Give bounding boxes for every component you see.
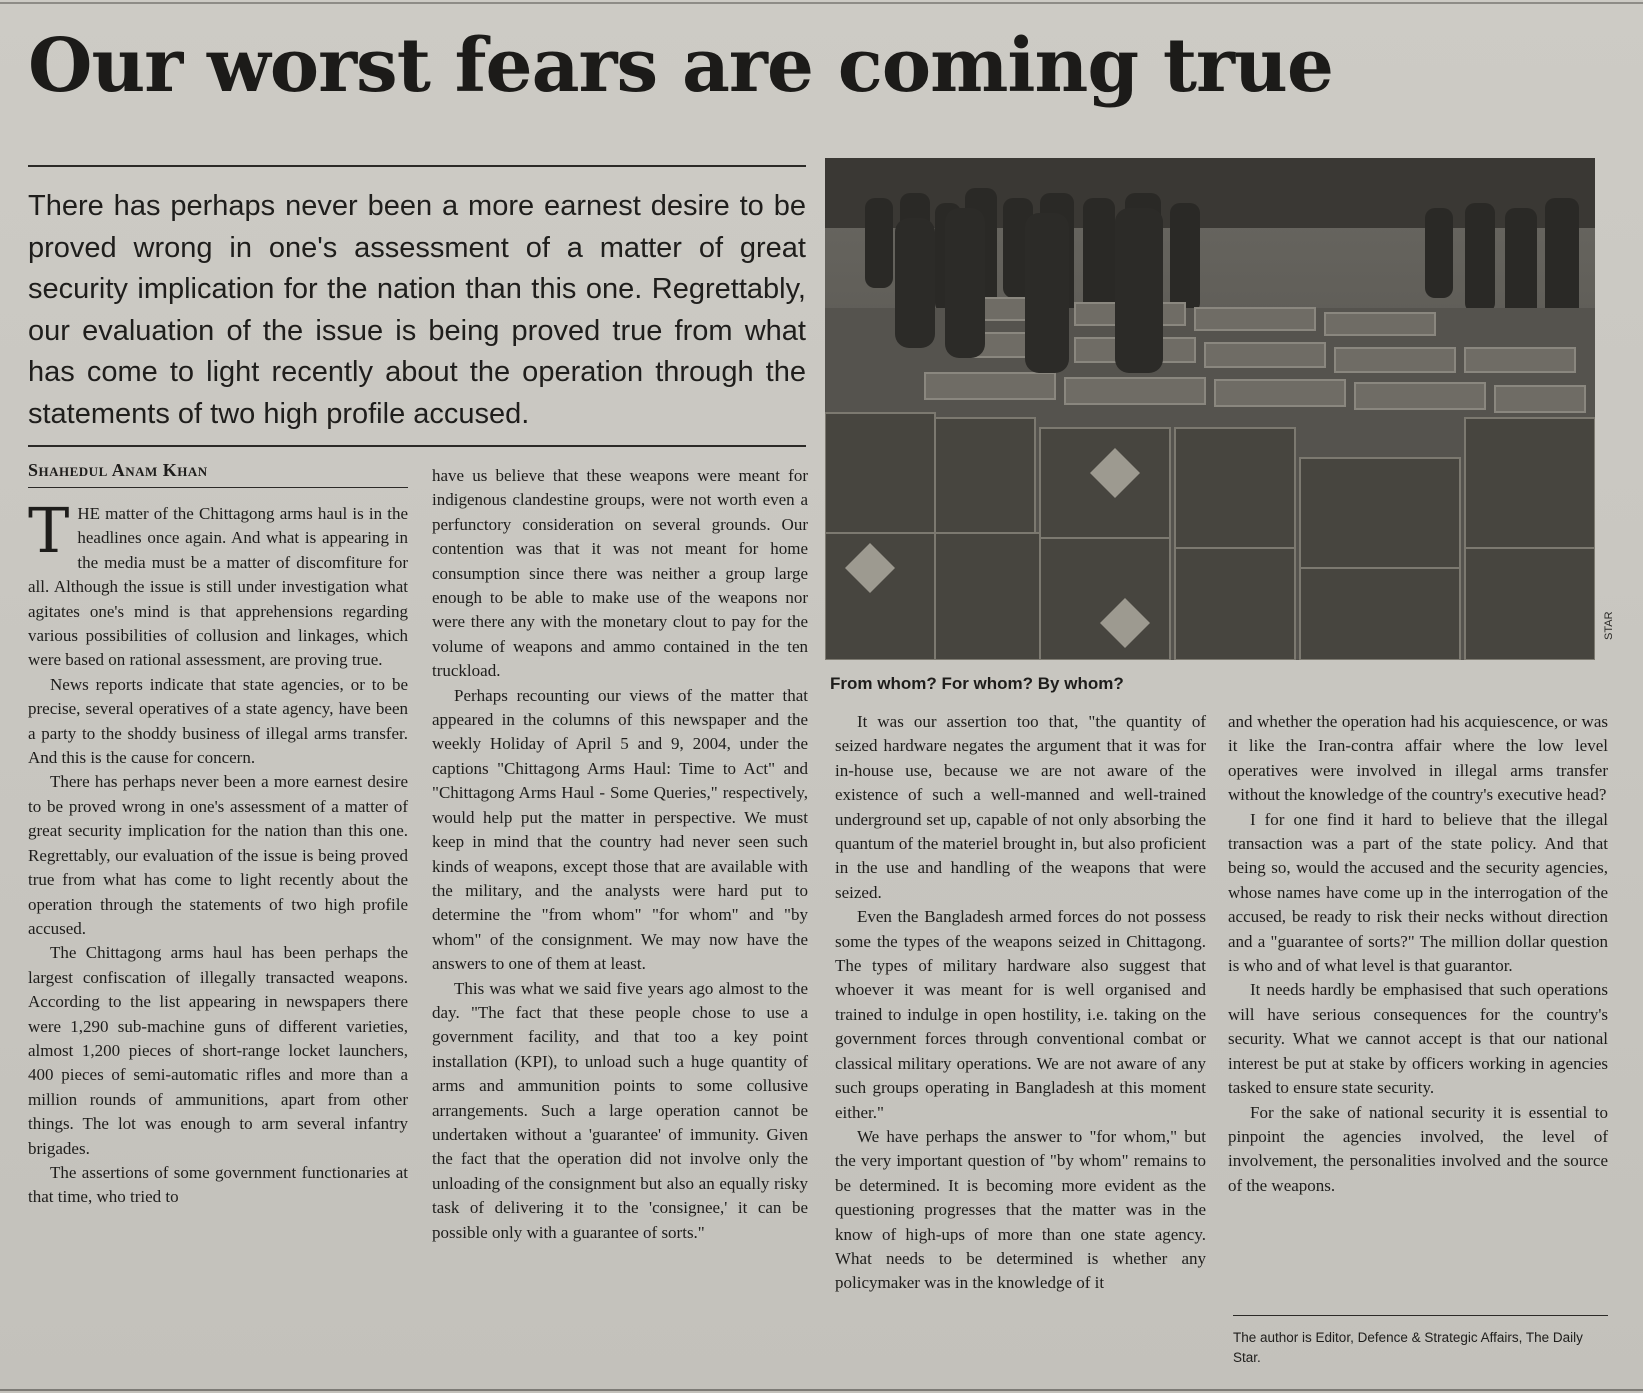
col3-paragraph-3: We have perhaps the answer to "for whom," but the very important question of "by whom" remains to be determined. It is becoming more evident as the questioning progresses that the matter was in the know of high-ups of more than one state agency. What needs to be determined is whether any policymaker was in the knowledge of it: [835, 1126, 1206, 1293]
col3-paragraph-1: It was our assertion too that, "the quantity of seized hardware negates the argument that it was for in-house use, because we are not aware of the existence of such a well-manned and well-trained underground set up, capable of not only absorbing the quantum of the materiel brought in, but also proficient in the use and handling of the weapons that were seized.: [835, 712, 1206, 902]
col1-paragraph-2: News reports indicate that state agencies, or to be precise, several operatives of a state agency, have been a party to the shoddy business of illegal arms transfer. And this is the cause for concern.: [28, 674, 408, 768]
column-3: [835, 710, 1206, 1296]
column-4: [1228, 710, 1608, 1198]
column-2: [432, 464, 808, 1245]
dropcap: T: [28, 494, 70, 567]
byline-rule: [28, 487, 408, 488]
col2-paragraph-2: Perhaps recounting our views of the matter that appeared in the columns of this newspaper and the weekly Holiday of April 5 and 9, 2004, under the captions "Chittagong Arms Haul: Time to Act" and "Chittagong Arms Haul - Some Queries," respectively, would help put the matter in perspective. We must keep in mind that the country had never seen such kinds of weapons, except those that are available with the military, and the analysts were hard put to determine the "from whom" "for whom" and "by whom" of the consignment. We may now have the answers to one of them at least.: [432, 685, 808, 974]
headline: Our worst fears are coming true: [28, 23, 1333, 109]
photo-weapons-crates-icon: [825, 158, 1595, 660]
col2-paragraph-3: This was what we said five years ago almost to the day. "The fact that these people chose to use a government facility, and that too a key point installation (KPI), to unload such a huge quantity of arms and ammunition points to some collusive arrangements. Such a large operation cannot be undertaken without a 'guarantee' of immunity. Given the fact that the operation did not involve only the unloading of the consignment but also an equally risky task of delivering it to the 'consignee,' it can be possible only with a guarantee of sorts.": [432, 978, 808, 1242]
col4-paragraph-1: and whether the operation had his acquiescence, or was it like the Iran-contra affair where the low level operatives were involved in illegal arms transfer without the knowledge of the country's executive head?: [1228, 712, 1608, 805]
column-1: [28, 494, 408, 1210]
author-note-rule: [1233, 1315, 1608, 1316]
col1-paragraph-4: The Chittagong arms haul has been perhaps the largest confiscation of illegally transacted weapons. According to the list appearing in newspapers there were 1,290 sub-machine guns of different varieties, almost 1,200 pieces of short-range locket launchers, 400 pieces of semi-automatic rifles and more than a million rounds of ammunitions, apart from other things. The lot was enough to arm several infantry brigades.: [28, 943, 408, 1158]
intro-bottom-rule: [28, 445, 806, 447]
col4-paragraph-3: It needs hardly be emphasised that such operations will have serious consequences for the country's security. What we cannot accept is that our national interest be put at stake by officers working in agencies tasked to ensure state security.: [1228, 980, 1608, 1098]
col1-paragraph-1: THE matter of the Chittagong arms haul is in the headlines once again. And what is appearing in the media must be a matter of discomfiture for all. Although the issue is still under investigation what agitates one's mind is that apprehensions regarding various possibilities of collusion and linkages, which were based on rational assessment, are proving true.: [28, 494, 408, 670]
top-divider: [0, 2, 1643, 4]
intro-top-rule: [28, 165, 806, 167]
col3-paragraph-2: Even the Bangladesh armed forces do not possess some the types of the weapons seized in Chittagong. The types of military hardware also suggest that whoever it was meant for is well organised and trained to indulge in open hostility, i.e. taking on the government forces through conventional combat or classical military operations. We are not aware of any such groups operating in Bangladesh at this moment either.": [835, 907, 1206, 1122]
byline: Shahedul Anam Khan: [28, 460, 208, 480]
col4-paragraph-4: For the sake of national security it is essential to pinpoint the agencies involved, the level of involvement, the personalities involved and the source of the weapons.: [1228, 1102, 1608, 1195]
col1-paragraph-3: There has perhaps never been a more earnest desire to be proved wrong in one's assessment of a matter of great security implication for the nation than this one. Regrettably, our evaluation of the issue is being proved true from what has come to light recently about the operation through the statements of two high profile accused.: [28, 772, 408, 938]
col1-paragraph-5: The assertions of some government functionaries at that time, who tried to: [28, 1162, 408, 1207]
intro-standfirst: There has perhaps never been a more earnest desire to be proved wrong in one's assessment of a matter of great security implication for the nation than this one. Regrettably, our evaluation of the issue is being proved true from what has come to light recently about the operation through the statements of two high profile accused.: [28, 190, 806, 430]
photo-credit: STAR: [1603, 611, 1615, 640]
photo-caption: From whom? For whom? By whom?: [830, 674, 1124, 693]
col2-paragraph-1: have us believe that these weapons were meant for indigenous clandestine groups, were not worth even a perfunctory consideration on several grounds. Our contention was that it was not meant for home consumption since there was neither a group large enough to be able to make use of the weapons nor were there any with the monetary clout to pay for the volume of weapons and ammo contained in the ten truckload.: [432, 466, 808, 681]
photo-seized-weapons: [825, 158, 1595, 660]
bottom-rule: [0, 1389, 1643, 1391]
col4-paragraph-2: I for one find it hard to believe that the illegal transaction was a part of the state policy. And that being so, would the accused and the security agencies, whose names have come up in the interrogation of the accused, be ready to risk their necks without direction and a "guarantee of sorts?" The million dollar question is who and of what level is that guarantor.: [1228, 809, 1608, 976]
author-note: The author is Editor, Defence & Strategic Affairs, The Daily Star.: [1233, 1330, 1583, 1365]
